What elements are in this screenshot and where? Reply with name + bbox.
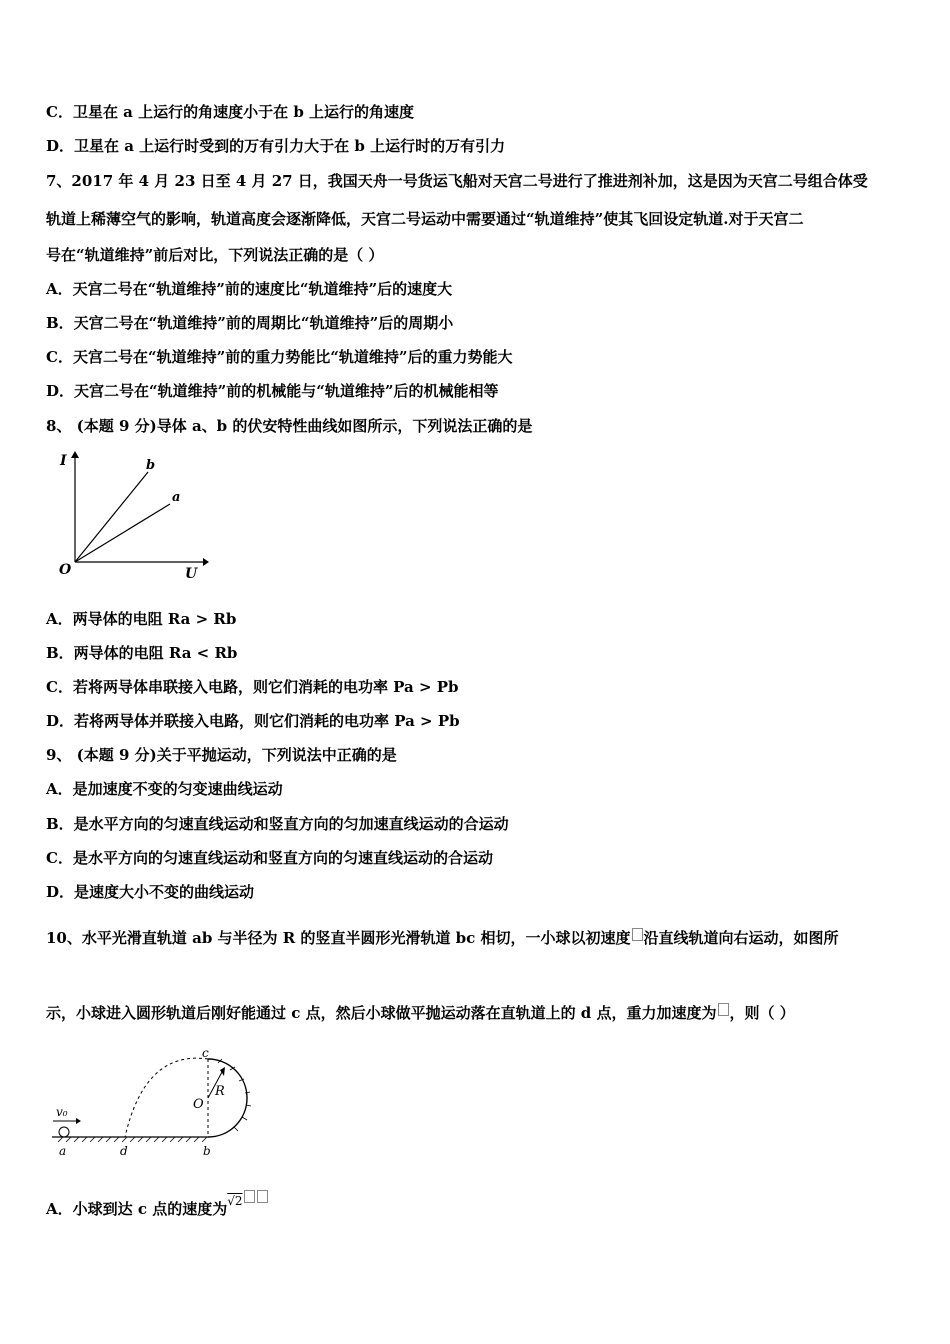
semicircle-track-figure (50, 1045, 260, 1165)
q7-option-a: A．天宫二号在“轨道维持”前的速度比“轨道维持”后的速度大 (46, 280, 453, 298)
iv-curve-figure (55, 448, 210, 583)
line-b (75, 472, 148, 562)
q10-stem-line2 (46, 1003, 795, 1023)
i-axis-label: I (60, 453, 67, 469)
q8-stem: 8、 (本题 9 分)导体 a、b 的伏安特性曲线如图所示，下列说法正确的是 (46, 417, 533, 435)
line-a (75, 504, 170, 562)
q10-stem-line1 (46, 928, 839, 948)
q7-option-c: C．天宫二号在“轨道维持”前的重力势能比“轨道维持”后的重力势能大 (46, 348, 513, 366)
q7-option-d: D．天宫二号在“轨道维持”前的机械能与“轨道维持”后的机械能相等 (46, 382, 499, 400)
q8-option-a: A．两导体的电阻 Ra > Rb (46, 610, 237, 628)
g-symbol-placeholder (718, 1003, 729, 1016)
q8-option-b: B．两导体的电阻 Ra < Rb (46, 644, 238, 662)
center-o-label: O (193, 1097, 204, 1112)
v0-symbol-placeholder (632, 928, 643, 941)
q8-option-c: C．若将两导体串联接入电路，则它们消耗的电功率 Pa > Pb (46, 678, 459, 696)
semicircle-track (208, 1059, 247, 1137)
q10-stem-line2-a: 示，小球进入圆形轨道后刚好能通过 c 点，然后小球做平抛运动落在直轨道上的 d 点，重力加速度为 (46, 1004, 717, 1022)
v0-arrow-head (76, 1118, 81, 1124)
formula-placeholder-1 (244, 1190, 255, 1203)
q9-option-c: C．是水平方向的匀速直线运动和竖直方向的匀速直线运动的合运动 (46, 849, 493, 867)
q9-stem: 9、 (本题 9 分)关于平抛运动，下列说法中正确的是 (46, 746, 397, 764)
q10-option-a-text: A．小球到达 c 点的速度为 (46, 1200, 228, 1218)
point-a-label: a (59, 1144, 67, 1158)
q9-option-a: A．是加速度不变的匀变速曲线运动 (46, 780, 283, 798)
v0-label: v₀ (56, 1105, 68, 1119)
q9-option-b: B．是水平方向的匀速直线运动和竖直方向的匀加速直线运动的合运动 (46, 815, 509, 833)
q10-option-a (46, 1194, 269, 1220)
line-a-label: a (172, 490, 181, 505)
i-axis-arrow (71, 451, 79, 458)
q7-stem-line1: 7、2017 年 4 月 23 日至 4 月 27 日，我国天舟一号货运飞船对天宫二号进行了推进剂补加，这是因为天宫二号组合体受 (46, 172, 868, 190)
q6-option-d: D．卫星在 a 上运行时受到的万有引力大于在 b 上运行时的万有引力 (46, 137, 506, 155)
radius-r-label: R (215, 1084, 225, 1099)
q7-option-b: B．天宫二号在“轨道维持”前的周期比“轨道维持”后的周期小 (46, 314, 454, 332)
q10-stem-line1-b: 沿直线轨道向右运动，如图所 (643, 929, 839, 947)
q8-option-d: D．若将两导体并联接入电路，则它们消耗的电功率 Pa > Pb (46, 712, 460, 730)
q10-stem-line1-a: 10、水平光滑直轨道 ab 与半径为 R 的竖直半圆形光滑轨道 bc 相切，一小球以初速度 (46, 929, 631, 947)
q7-stem-line2: 轨道上稀薄空气的影响，轨道高度会逐渐降低，天宫二号运动中需要通过“轨道维持”使其飞回设定轨道.对于天宫二 (46, 210, 804, 228)
u-axis-arrow (203, 558, 209, 566)
sqrt-formula: √2 (227, 1194, 243, 1208)
ball (59, 1127, 69, 1137)
q10-stem-line2-b: ，则（ ） (729, 1004, 795, 1022)
origin-label: O (59, 562, 72, 578)
point-b-label: b (203, 1144, 211, 1158)
formula-placeholder-2 (257, 1190, 268, 1203)
q10-option-a-formula (227, 1194, 268, 1208)
q7-stem-line3: 号在“轨道维持”前后对比，下列说法正确的是（ ） (46, 246, 384, 264)
line-b-label: b (146, 458, 156, 473)
q9-option-d: D．是速度大小不变的曲线运动 (46, 883, 255, 901)
point-c-label: c (202, 1046, 209, 1060)
point-d-label: d (120, 1144, 128, 1158)
track-hatching (58, 1137, 207, 1142)
u-axis-label: U (185, 566, 198, 582)
q6-option-c: C．卫星在 a 上运行的角速度小于在 b 上运行的角速度 (46, 103, 415, 121)
